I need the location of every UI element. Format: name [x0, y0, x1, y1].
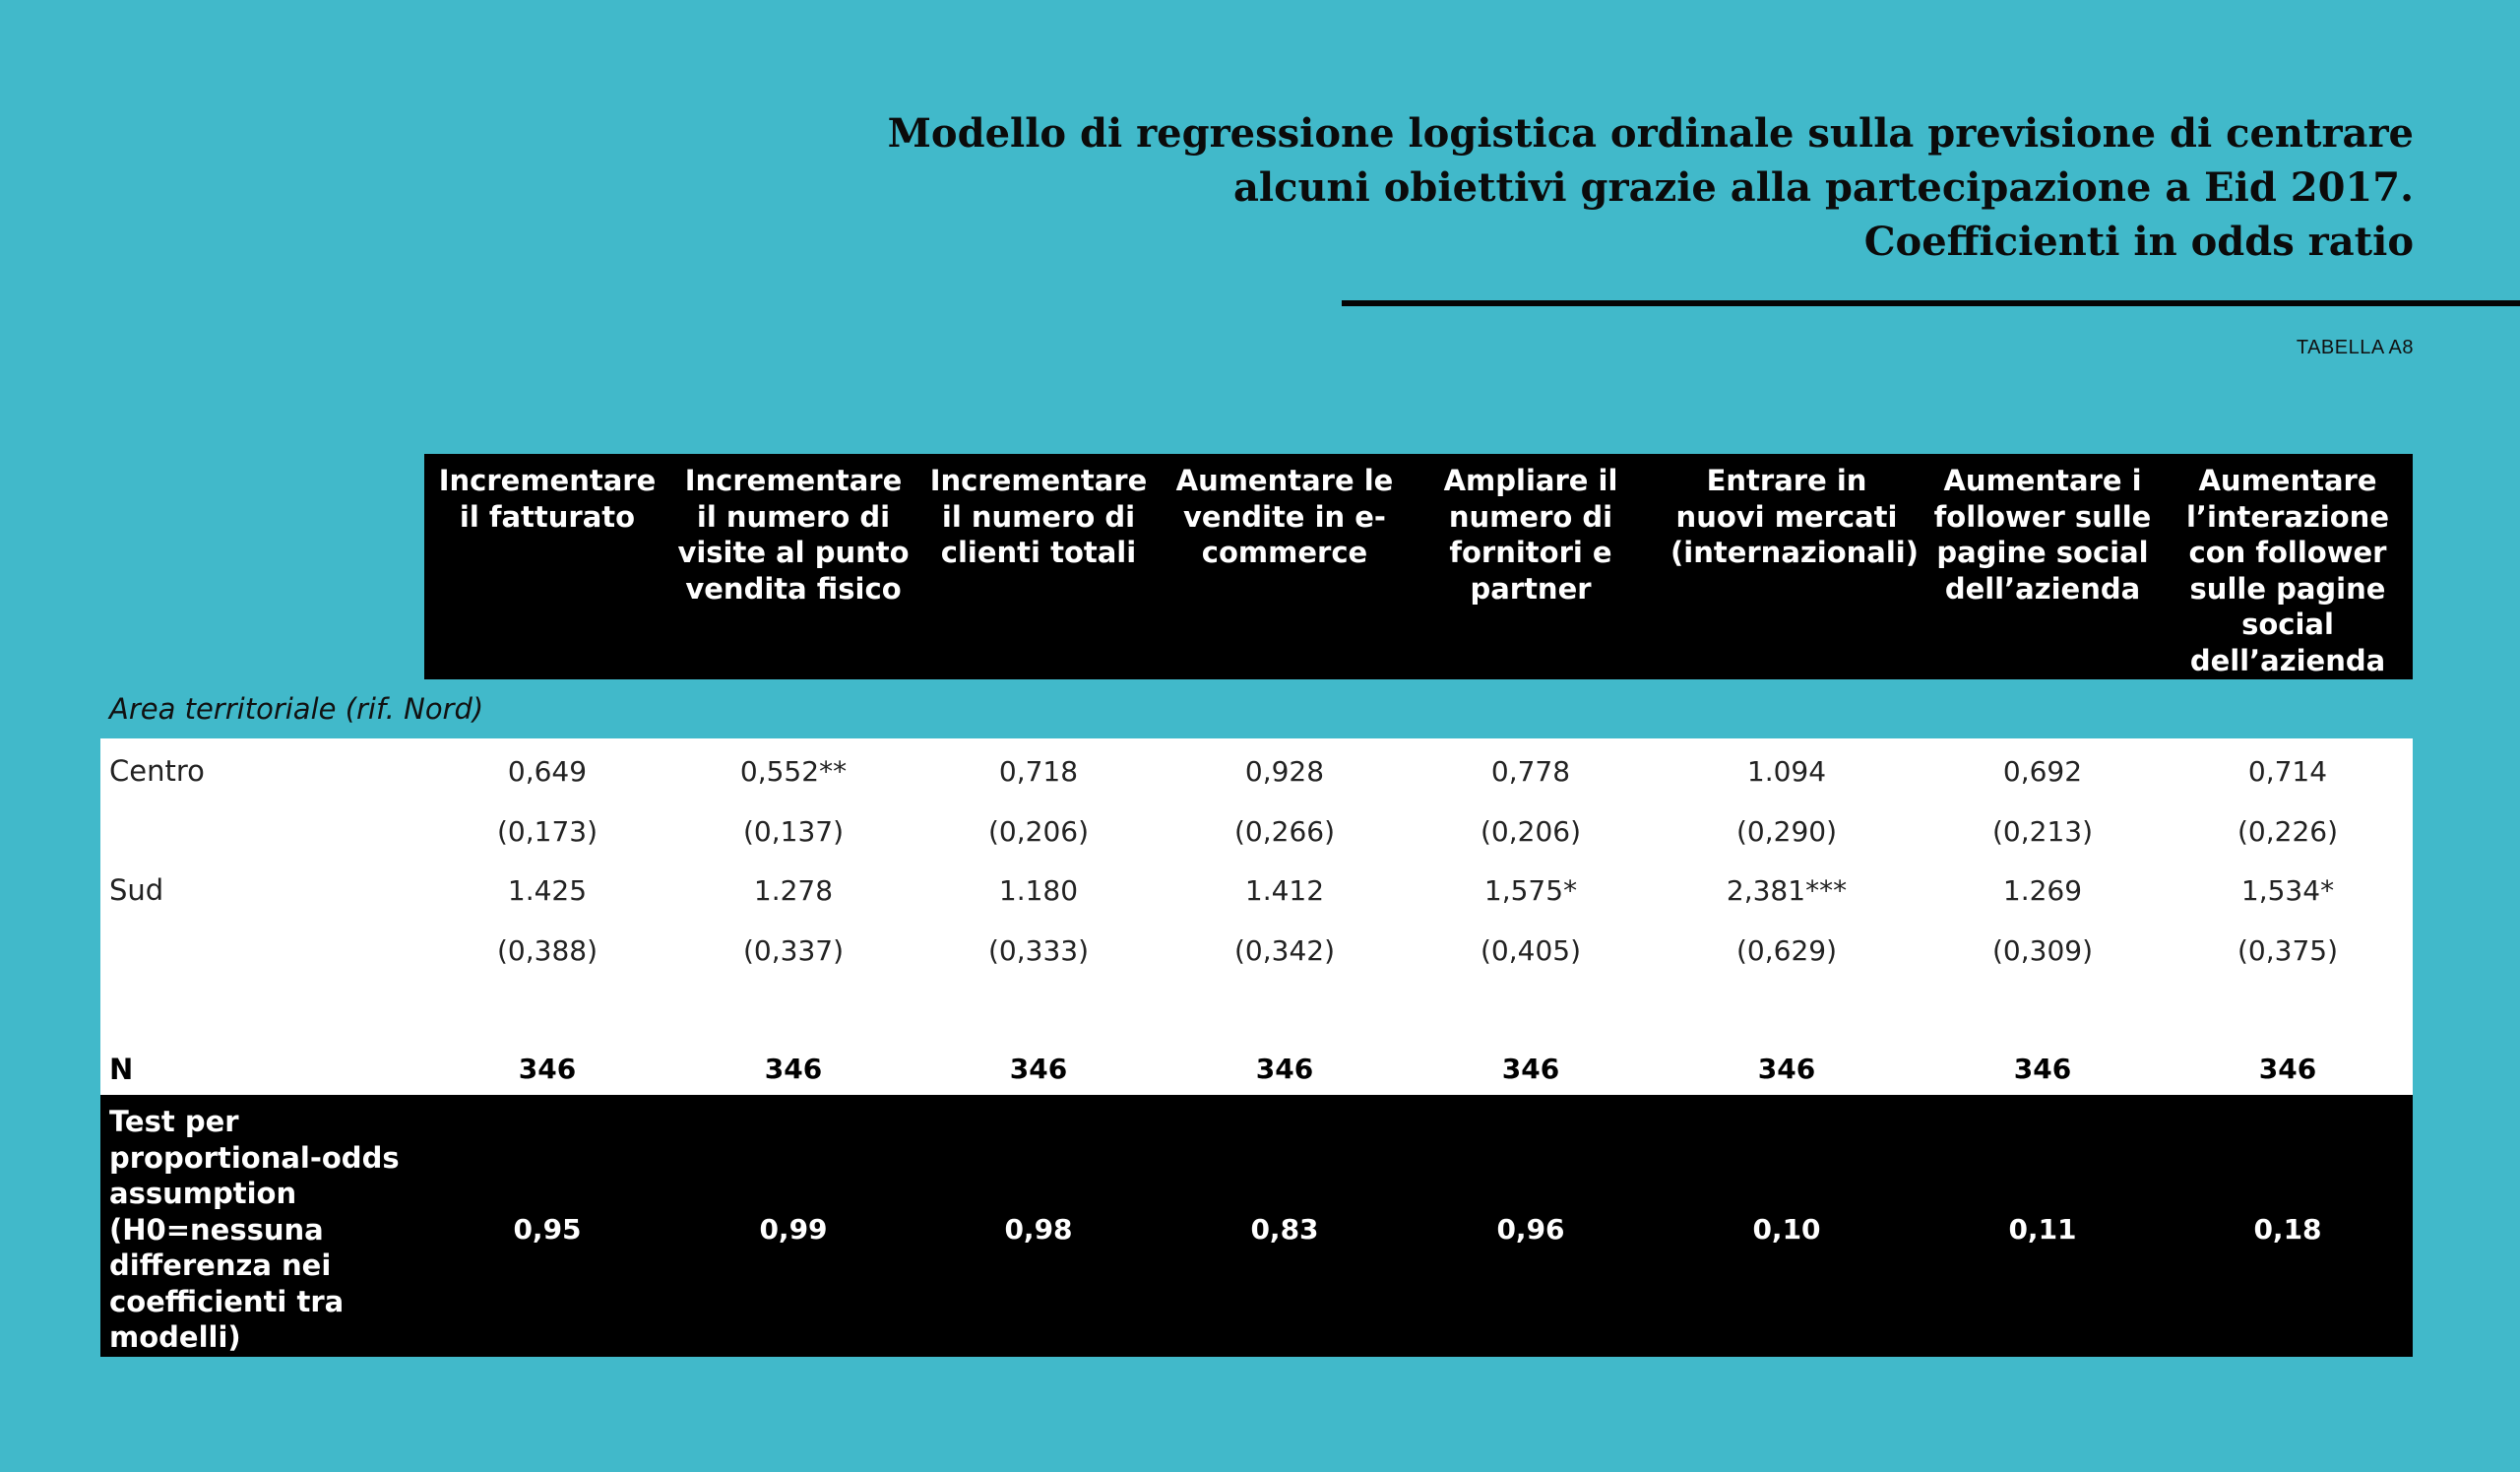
row-label-test: Test per proportional-odds assumption (H0=nessuna differenza nei coefficienti tra modelli) [109, 1105, 400, 1354]
cell-n-6: 346 [1757, 1053, 1816, 1085]
cell-sud-6: 2,381*** [1726, 874, 1848, 907]
row-label-sud: Sud [109, 873, 164, 907]
cell-sud-se-2: (0,337) [742, 934, 844, 967]
title-line-1: Modello di regressione logistica ordinale sulla previsione di centrare [887, 110, 2414, 157]
cell-centro-5: 0,778 [1490, 755, 1571, 788]
cell-centro-1: 0,649 [507, 755, 588, 788]
cell-sud-se-7: (0,309) [1991, 934, 2093, 967]
cell-n-8: 346 [2258, 1053, 2317, 1085]
cell-test-6: 0,10 [1752, 1213, 1821, 1246]
column-header-3: Incrementare il numero di clienti totali [929, 464, 1148, 569]
cell-test-3: 0,98 [1004, 1213, 1073, 1246]
cell-centro-se-8: (0,226) [2236, 815, 2338, 848]
cell-centro-se-5: (0,206) [1480, 815, 1581, 848]
cell-centro-6: 1.094 [1746, 755, 1827, 788]
cell-test-5: 0,96 [1496, 1213, 1565, 1246]
cell-sud-4: 1.412 [1244, 874, 1325, 907]
cell-centro-2: 0,552** [739, 755, 848, 788]
cell-centro-4: 0,928 [1244, 755, 1325, 788]
cell-centro-se-6: (0,290) [1735, 815, 1837, 848]
cell-centro-se-2: (0,137) [742, 815, 844, 848]
table-title [740, 106, 2414, 269]
cell-sud-1: 1.425 [507, 874, 588, 907]
cell-sud-8: 1,534* [2240, 874, 2335, 907]
cell-centro-7: 0,692 [2002, 755, 2083, 788]
cell-sud-se-8: (0,375) [2236, 934, 2338, 967]
cell-centro-se-1: (0,173) [496, 815, 598, 848]
cell-sud-3: 1.180 [998, 874, 1079, 907]
cell-centro-8: 0,714 [2247, 755, 2328, 788]
title-line-2: alcuni obiettivi grazie alla partecipazione a Eid 2017. [1232, 164, 2414, 211]
cell-test-2: 0,99 [759, 1213, 828, 1246]
cell-n-7: 346 [2013, 1053, 2072, 1085]
column-header-5: Ampliare il numero di fornitori e partner [1443, 464, 1618, 606]
column-header-2: Incrementare il numero di visite al punto vendita fisico [677, 464, 910, 606]
cell-n-4: 346 [1255, 1053, 1314, 1085]
cell-sud-se-1: (0,388) [496, 934, 598, 967]
cell-test-8: 0,18 [2253, 1213, 2322, 1246]
title-line-3: Coefficienti in odds ratio [1863, 219, 2414, 265]
cell-n-2: 346 [764, 1053, 823, 1085]
row-label-centro: Centro [109, 754, 205, 788]
cell-sud-se-6: (0,629) [1735, 934, 1837, 967]
cell-n-5: 346 [1501, 1053, 1560, 1085]
title-rule [1342, 300, 2520, 306]
column-header-1: Incrementare il fatturato [438, 464, 657, 534]
column-header-4: Aumentare le vendite in e-commerce [1175, 464, 1394, 569]
cell-sud-se-3: (0,333) [987, 934, 1089, 967]
table-body [100, 738, 2413, 1095]
cell-test-4: 0,83 [1250, 1213, 1319, 1246]
cell-centro-se-3: (0,206) [987, 815, 1089, 848]
table-tag: TABELLA A8 [2296, 337, 2414, 358]
column-header-7: Aumentare i follower sulle pagine social dell’azienda [1933, 464, 2152, 606]
cell-centro-se-7: (0,213) [1991, 815, 2093, 848]
cell-sud-2: 1.278 [753, 874, 834, 907]
cell-test-7: 0,11 [2008, 1213, 2077, 1246]
cell-sud-7: 1.269 [2002, 874, 2083, 907]
cell-sud-se-5: (0,405) [1480, 934, 1581, 967]
area-label: Area territoriale (rif. Nord) [109, 692, 484, 726]
cell-n-1: 346 [518, 1053, 577, 1085]
cell-centro-3: 0,718 [998, 755, 1079, 788]
column-header-8: Aumentare l’interazione con follower sulle pagine social dell’azienda [2185, 464, 2389, 677]
cell-centro-se-4: (0,266) [1233, 815, 1335, 848]
column-header-6: Entrare in nuovi mercati (internazionali) [1670, 464, 1919, 569]
row-label-n: N [109, 1053, 134, 1086]
cell-n-3: 346 [1009, 1053, 1068, 1085]
cell-test-1: 0,95 [513, 1213, 582, 1246]
cell-sud-5: 1,575* [1483, 874, 1578, 907]
cell-sud-se-4: (0,342) [1233, 934, 1335, 967]
